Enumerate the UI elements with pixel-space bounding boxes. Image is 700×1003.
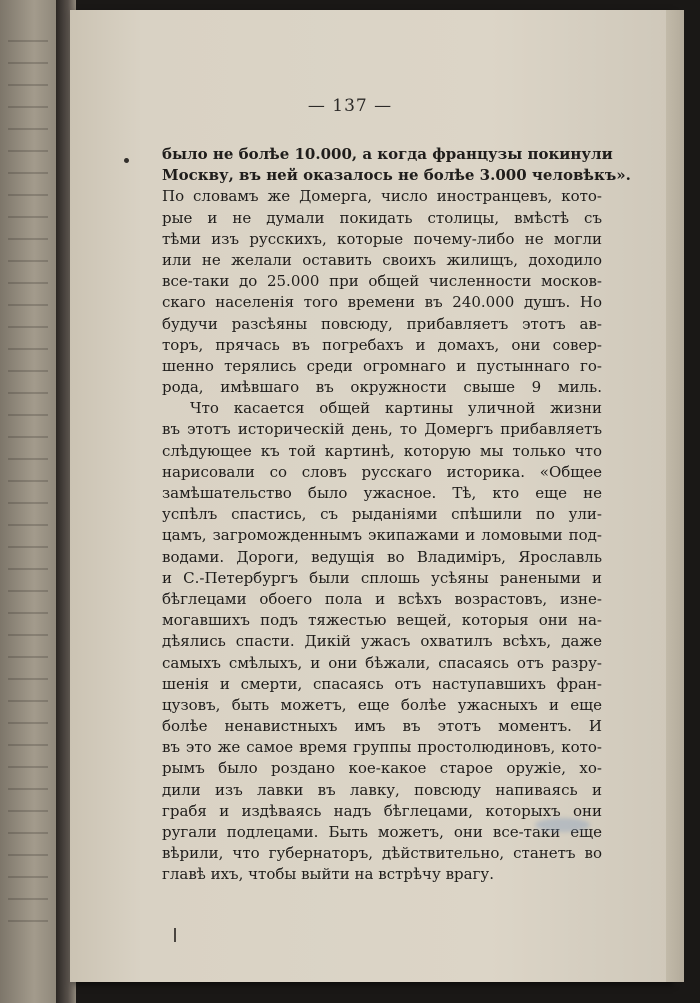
pencil-mark [174,928,176,942]
text-line: дили изъ лавки въ лавку, повсюду напиваясь и [162,780,602,799]
facing-page [0,0,62,1003]
text-line: рые и не думали покидать столицы, вмѣстѣ съ [162,208,602,227]
text-line: торъ, прячась въ погребахъ и домахъ, они совер- [162,335,602,354]
text-line: тѣми изъ русскихъ, которые почему-либо не могли [162,229,602,248]
text-line: могавшихъ подъ тяжестью вещей, которыя они на- [162,611,602,630]
page-body [162,144,631,886]
page-number: — 137 — [307,96,393,116]
text-line: дѣялись спасти. Дикій ужасъ охватилъ всѣхъ, даже [162,632,602,651]
text-line: скаго населенія того времени въ 240.000 душъ. Но [162,293,602,312]
text-line: все-таки до 25.000 при общей численности москов- [162,272,602,291]
text-line: водами. Дороги, ведущія во Владиміръ, Ярославль [162,547,602,566]
text-line: слѣдующее къ той картинѣ, которую мы только что [162,441,602,460]
text-line: бѣглецами обоего пола и всѣхъ возрастовъ, изне- [162,589,602,608]
text-line: въ этотъ историческій день, то Домергъ прибавляетъ [162,420,602,439]
text-line: цамъ, загроможденнымъ экипажами и ломовыми под- [162,526,602,545]
text-line: ругали подлецами. Быть можетъ, они все-таки еще [162,823,602,841]
text-line: въ это же самое время группы простолюдиновъ, кото- [162,738,602,757]
text-line: вѣрили, что губернаторъ, дѣйствительно, станетъ во [162,844,602,863]
text-line: замѣшательство было ужасное. Тѣ, кто еще не [162,484,602,502]
text-line: цузовъ, быть можетъ, еще болѣе ужасныхъ и еще [162,695,602,714]
ink-smudge [535,818,590,832]
text-line: самыхъ смѣлыхъ, и они бѣжали, спасаясь отъ разру- [162,653,602,672]
margin-mark [124,158,129,163]
text-line: шенно терялись среди огромнаго и пустыннаго го- [162,356,602,375]
text-line: По словамъ же Домерга, число иностранцевъ, кото- [162,187,602,206]
text-line: Москву, въ ней оказалось не болѣе 3.000 человѣкъ». [162,166,631,185]
text-line: будучи разсѣяны повсюду, прибавляетъ этотъ ав- [162,314,602,333]
book-page [70,10,670,982]
text-line: болѣе ненавистныхъ имъ въ этотъ моментъ. И [162,717,602,736]
text-line: успѣлъ спастись, съ рыданіями спѣшили по ули- [162,505,602,524]
facing-page-text-edge [8,40,48,940]
text-line: главѣ ихъ, чтобы выйти на встрѣчу врагу. [162,865,495,884]
text-line: грабя и издѣваясь надъ бѣглецами, которыхъ они [162,801,602,820]
text-line: и С.-Петербургъ были сплошь усѣяны ранеными и [162,568,602,587]
text-line: Что касается общей картины уличной жизни [190,399,602,418]
text-line: было не болѣе 10.000, а когда французы покинули [162,145,613,163]
text-line: рода, имѣвшаго въ окружности свыше 9 миль. [162,378,602,397]
text-line: или не желали оставить своихъ жилищъ, доходило [162,250,602,269]
text-line: шенія и смерти, спасаясь отъ наступавшихъ фран- [162,674,602,693]
page-stack-edge [666,10,684,982]
text-line: нарисовали со словъ русскаго историка. «Общее [162,462,602,481]
text-line: рымъ было роздано кое-какое старое оружіе, хо- [162,759,602,778]
